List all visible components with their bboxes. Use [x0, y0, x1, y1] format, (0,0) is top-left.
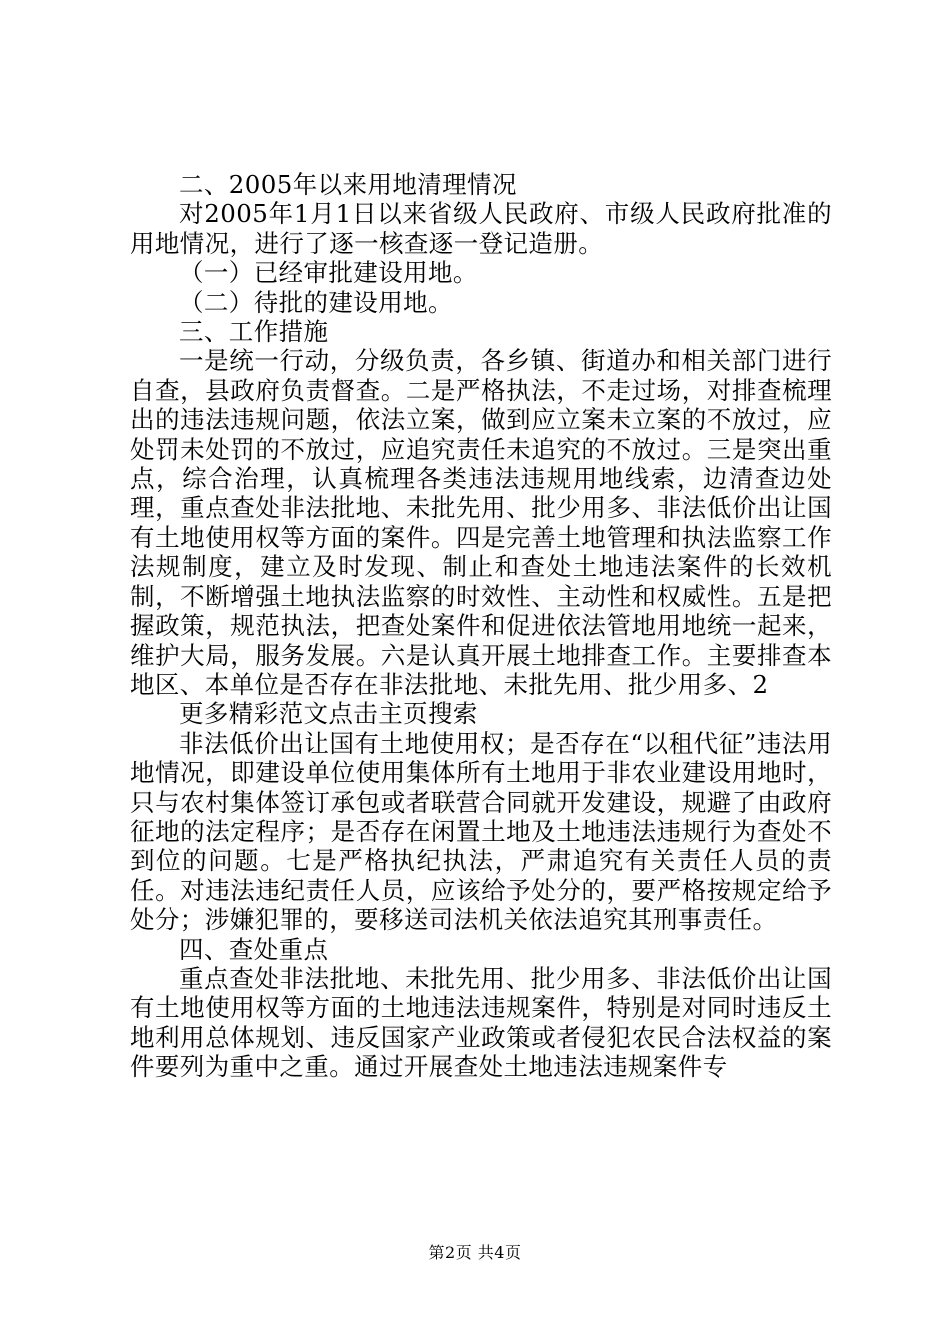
paragraph-key-points: 重点查处非法批地、未批先用、批少用多、非法低价出让国有土地使用权等方面的土地违法违规案件，特别是对同时违反土地利用总体规划、违反国家产业政策或者侵犯农民合法权益的案件要列为重中之重。通过开展查处土地违法违规案件专	[130, 963, 832, 1082]
section-heading-land-cleanup: 二、2005年以来用地清理情况	[179, 170, 517, 199]
more-samples-link[interactable]: 更多精彩范文点击主页搜索	[179, 699, 478, 729]
list-item-approved-land: （一）已经审批建设用地。	[179, 258, 478, 288]
section-heading-key-points: 四、查处重点	[179, 934, 329, 964]
page-number-footer: 第2页 共4页	[428, 1243, 522, 1262]
paragraph-land-verification: 对2005年1月1日以来省级人民政府、市级人民政府批准的用地情况，进行了逐一核查逐一登记造册。	[130, 199, 832, 258]
section-heading-measures: 三、工作措施	[179, 317, 329, 347]
paragraph-measures: 一是统一行动，分级负责，各乡镇、街道办和相关部门进行自查，县政府负责督查。二是严格执法，不走过场，对排查梳理出的违法违规问题，依法立案，做到应立案未立案的不放过，应处罚未处罚的不放过，应追究责任未追究的不放过。三是突出重点，综合治理，认真梳理各类违法违规用地线索，边清查边处理，重点查处非法批地、未批先用、批少用多、非法低价出让国有土地使用权等方面的案件。四是完善土地管理和执法监察工作法规制度，建立及时发现、制止和查处土地违法案件的长效机制，不断增强土地执法监察的时效性、主动性和权威性。五是把握政策，规范执法，把查处案件和促进依法管地用地统一起来，维护大局，服务发展。六是认真开展土地排查工作。主要排查本地区、本单位是否存在非法批地、未批先用、批少用多、2	[130, 346, 832, 699]
document-body	[130, 170, 832, 1082]
list-item-pending-land: （二）待批的建设用地。	[179, 287, 453, 317]
paragraph-illegal-transfer: 非法低价出让国有土地使用权；是否存在“以租代征”违法用地情况，即建设单位使用集体所有土地用于非农业建设用地时，只与农村集体签订承包或者联营合同就开发建设，规避了由政府征地的法定程序；是否存在闲置土地及土地违法违规行为查处不到位的问题。七是严格执纪执法，严肃追究有关责任人员的责任。对违法违纪责任人员，应该给予处分的，要严格按规定给予处分；涉嫌犯罪的，要移送司法机关依法追究其刑事责任。	[130, 728, 832, 935]
